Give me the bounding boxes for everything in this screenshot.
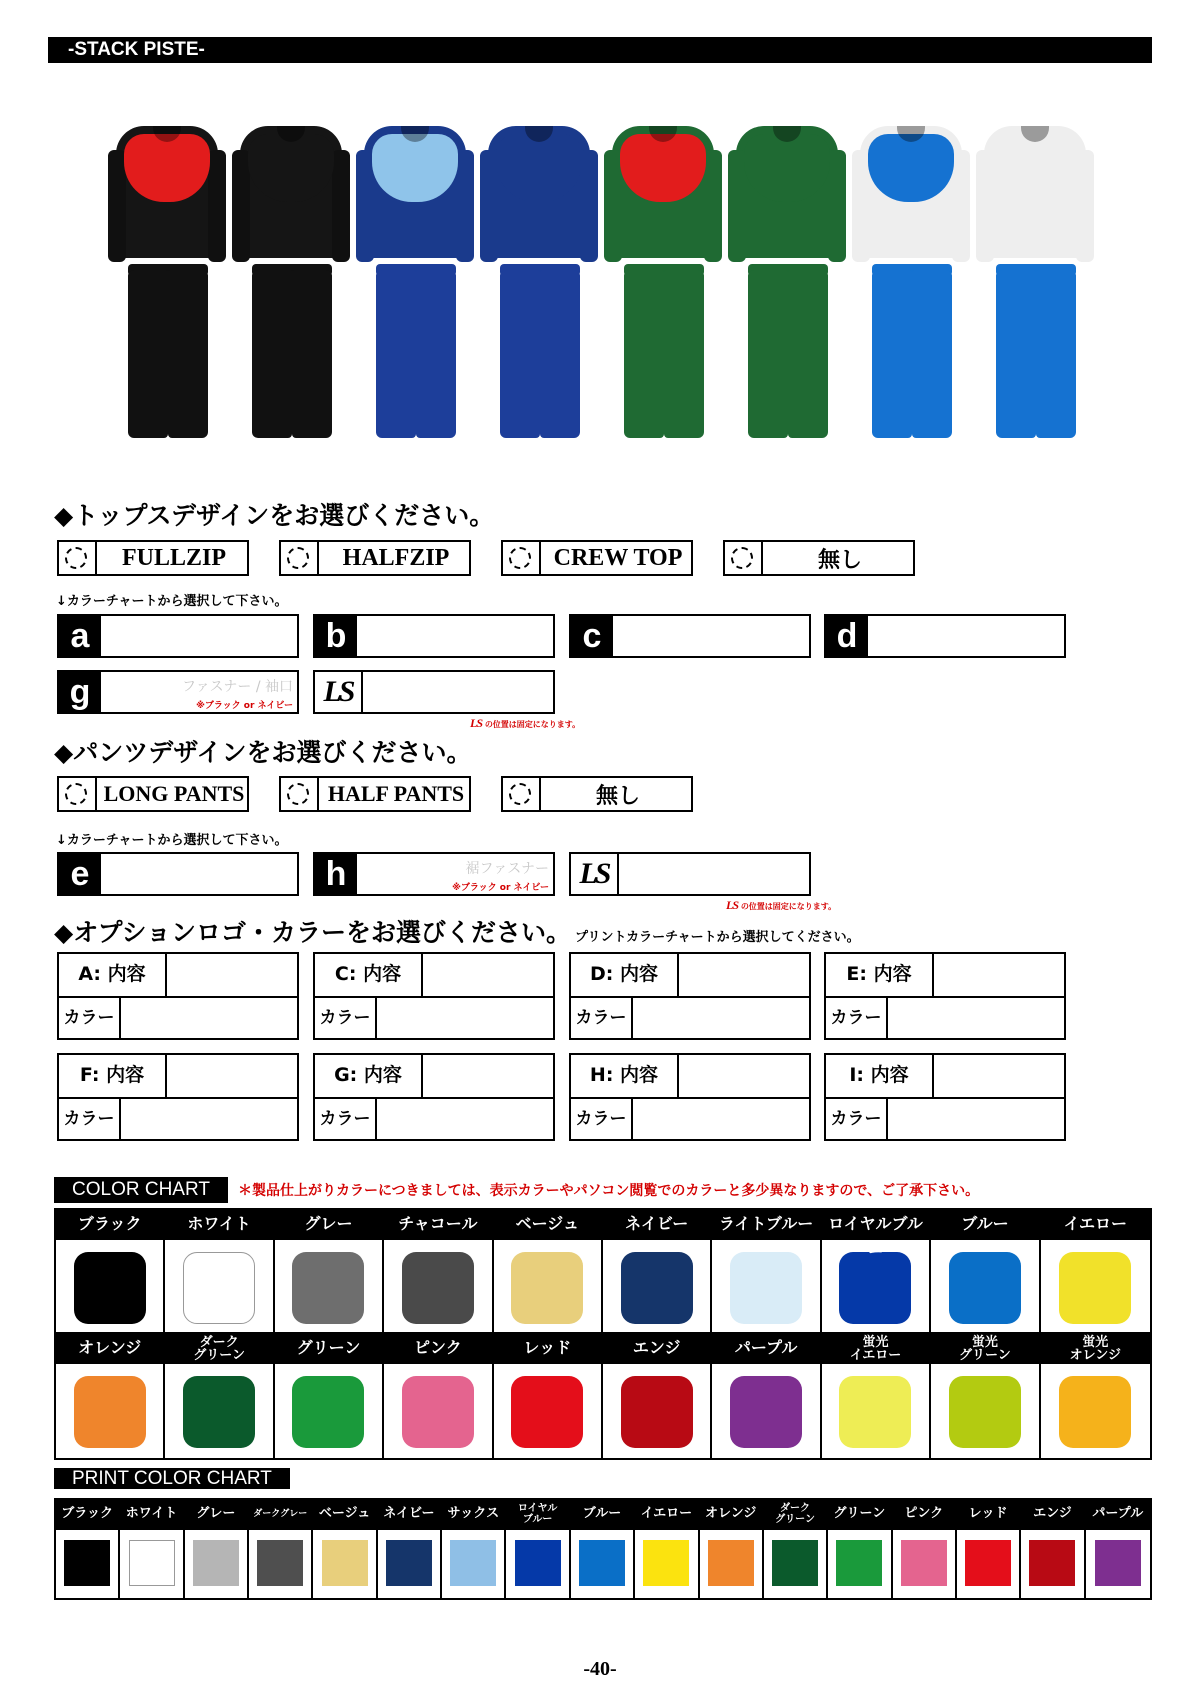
color-chart-cell — [603, 1210, 712, 1334]
logo-color-label: カラー — [571, 1099, 633, 1141]
color-swatch — [402, 1252, 474, 1324]
print-chart-note: プリントカラーチャートから選択してください。 — [574, 930, 860, 945]
logo-color-label: カラー — [826, 1099, 888, 1141]
print-color-swatch — [193, 1540, 239, 1586]
pants-illustration — [376, 270, 416, 438]
color-slot-input[interactable] — [613, 616, 809, 656]
print-color-cell — [120, 1500, 184, 1598]
color-chart-cell — [56, 1334, 165, 1458]
print-color-chart-row — [54, 1498, 1152, 1600]
print-color-swatch — [64, 1540, 110, 1586]
black-or-navy-note: ※ブラック or ネイビー — [452, 883, 549, 893]
logo-content-input[interactable] — [423, 1055, 553, 1097]
print-color-swatch — [579, 1540, 625, 1586]
print-color-name: エンジ — [1021, 1500, 1083, 1530]
color-swatch — [511, 1252, 583, 1324]
print-color-name: ロイヤル ブルー — [506, 1500, 568, 1530]
jacket-illustration — [116, 126, 218, 258]
jacket-illustration — [736, 126, 838, 258]
color-chart-header — [54, 1177, 979, 1203]
color-chart-cell — [712, 1210, 821, 1334]
print-color-swatch — [708, 1540, 754, 1586]
color-swatch — [292, 1376, 364, 1448]
option-logo-card[interactable] — [569, 952, 811, 1040]
print-color-swatch — [515, 1540, 561, 1586]
print-color-name: ネイビー — [378, 1500, 440, 1530]
print-color-swatch — [836, 1540, 882, 1586]
option-logo-card[interactable] — [57, 952, 299, 1040]
pants-illustration — [872, 270, 912, 438]
ls-logo-icon: LS — [315, 672, 363, 712]
option-fullzip[interactable]: FULLZIP — [57, 540, 249, 576]
logo-color-label: カラー — [59, 1099, 121, 1141]
print-color-name: ピンク — [893, 1500, 955, 1530]
pants-illustration — [252, 270, 292, 438]
print-color-cell — [700, 1500, 764, 1598]
color-chart-cell — [712, 1334, 821, 1458]
radio-circle-icon[interactable] — [509, 783, 531, 805]
garment-1 — [108, 118, 226, 448]
color-swatch — [74, 1252, 146, 1324]
print-color-swatch — [901, 1540, 947, 1586]
logo-color-input[interactable] — [633, 998, 809, 1040]
garment-7 — [852, 118, 970, 448]
logo-color-input[interactable] — [121, 1099, 297, 1141]
print-color-chart-label: PRINT COLOR CHART — [54, 1468, 290, 1489]
logo-content-input[interactable] — [679, 954, 809, 996]
print-color-cell — [185, 1500, 249, 1598]
color-swatch — [730, 1376, 802, 1448]
print-color-name: ダーク グリーン — [764, 1500, 826, 1530]
logo-content-label: F: 内容 — [59, 1055, 167, 1097]
pants-illustration — [500, 270, 540, 438]
print-color-name: グレー — [185, 1500, 247, 1530]
color-name: 蛍光 オレンジ — [1041, 1334, 1150, 1364]
print-color-name: レッド — [957, 1500, 1019, 1530]
print-color-name: グリーン — [828, 1500, 890, 1530]
print-color-swatch — [1029, 1540, 1075, 1586]
color-chart-cell — [275, 1210, 384, 1334]
logo-color-label: カラー — [315, 1099, 377, 1141]
logo-color-input[interactable] — [377, 998, 553, 1040]
color-slot-input[interactable] — [619, 854, 809, 894]
black-or-navy-note: ※ブラック or ネイビー — [196, 701, 293, 711]
color-name: オレンジ — [56, 1334, 163, 1364]
print-color-swatch — [772, 1540, 818, 1586]
jacket-illustration — [984, 126, 1086, 258]
print-color-name: ホワイト — [120, 1500, 182, 1530]
page-header: -STACK PISTE- — [48, 37, 1152, 63]
top-design-title: ◆トップスデザインをお選びください。 — [54, 501, 495, 530]
color-slot-input[interactable] — [101, 854, 297, 894]
logo-content-input[interactable] — [679, 1055, 809, 1097]
color-swatch — [1059, 1252, 1131, 1324]
option-logo-card[interactable] — [57, 1053, 299, 1141]
color-swatch — [74, 1376, 146, 1448]
color-chart-cell — [603, 1334, 712, 1458]
option-none-top[interactable]: 無し — [723, 540, 915, 576]
print-color-name: サックス — [442, 1500, 504, 1530]
color-swatch — [292, 1252, 364, 1324]
logo-content-label: G: 内容 — [315, 1055, 423, 1097]
color-name: パープル — [712, 1334, 819, 1364]
hem-zipper-hint: 裾ファスナー — [465, 861, 549, 877]
page-number: -40- — [583, 1658, 617, 1680]
color-slot-d[interactable]: d — [824, 614, 1066, 658]
option-logo-card[interactable] — [313, 1053, 555, 1141]
color-name: ライトブルー — [712, 1210, 819, 1240]
color-slot-input[interactable] — [868, 616, 1064, 656]
color-swatch — [949, 1376, 1021, 1448]
color-swatch — [621, 1252, 693, 1324]
color-name: ロイヤルブルー — [822, 1210, 929, 1240]
logo-color-input[interactable] — [888, 998, 1064, 1040]
print-color-swatch — [965, 1540, 1011, 1586]
color-name: グリーン — [275, 1334, 382, 1364]
color-slot-input[interactable] — [101, 672, 297, 712]
color-chart-cell — [822, 1334, 931, 1458]
print-color-name: ベージュ — [313, 1500, 375, 1530]
pants-illustration — [128, 270, 168, 438]
color-name: グレー — [275, 1210, 382, 1240]
logo-content-label: E: 内容 — [826, 954, 934, 996]
print-color-name: オレンジ — [700, 1500, 762, 1530]
color-swatch — [1059, 1376, 1131, 1448]
pants-color-note: ↓カラーチャートから選択して下さい。 — [56, 833, 288, 848]
color-slot-c[interactable]: c — [569, 614, 811, 658]
color-slot-input[interactable] — [101, 616, 297, 656]
print-color-cell — [828, 1500, 892, 1598]
pants-design-title: ◆パンツデザインをお選びください。 — [54, 738, 472, 767]
logo-color-input[interactable] — [888, 1099, 1064, 1141]
color-name: ホワイト — [165, 1210, 272, 1240]
logo-color-label: カラー — [826, 998, 888, 1040]
print-color-cell — [506, 1500, 570, 1598]
print-color-swatch — [386, 1540, 432, 1586]
print-color-cell — [1021, 1500, 1085, 1598]
pants-illustration — [624, 270, 664, 438]
radio-circle-icon[interactable] — [287, 783, 309, 805]
color-chart-cell — [931, 1334, 1040, 1458]
option-logo-card[interactable] — [313, 952, 555, 1040]
radio-circle-icon[interactable] — [509, 547, 531, 569]
print-color-cell — [764, 1500, 828, 1598]
option-logo-card[interactable] — [824, 1053, 1066, 1141]
color-swatch — [621, 1376, 693, 1448]
print-color-cell — [378, 1500, 442, 1598]
logo-color-label: カラー — [59, 998, 121, 1040]
print-color-cell — [249, 1500, 313, 1598]
jacket-illustration — [860, 126, 962, 258]
radio-circle-icon[interactable] — [65, 783, 87, 805]
option-logo-card[interactable] — [824, 952, 1066, 1040]
color-warning: ＊製品仕上がりカラーにつきましては、表示カラーやパソコン閲覧でのカラーと多少異なりますので、ご了承下さい。 — [237, 1183, 980, 1199]
color-swatch — [730, 1252, 802, 1324]
pants-illustration — [996, 270, 1036, 438]
logo-content-input[interactable] — [934, 954, 1064, 996]
logo-content-input[interactable] — [167, 1055, 297, 1097]
color-slot-e[interactable]: e — [57, 852, 299, 896]
color-swatch — [402, 1376, 474, 1448]
print-color-swatch — [1095, 1540, 1141, 1586]
option-half-pants[interactable]: HALF PANTS — [279, 776, 471, 812]
top-color-note: ↓カラーチャートから選択して下さい。 — [56, 594, 288, 609]
print-color-cell — [571, 1500, 635, 1598]
print-color-swatch — [129, 1540, 175, 1586]
print-chart-header — [54, 1466, 290, 1492]
print-color-cell — [1086, 1500, 1150, 1598]
color-swatch — [949, 1252, 1021, 1324]
print-color-swatch — [257, 1540, 303, 1586]
garment-illustrations — [100, 118, 1100, 448]
garment-3 — [356, 118, 474, 448]
color-name: 蛍光 グリーン — [931, 1334, 1038, 1364]
print-color-name: ブラック — [56, 1500, 118, 1530]
color-swatch — [511, 1376, 583, 1448]
color-slot-h[interactable]: h 裾ファスナー ※ブラック or ネイビー — [313, 852, 555, 896]
jacket-illustration — [364, 126, 466, 258]
garment-8 — [976, 118, 1094, 448]
color-name: ブラック — [56, 1210, 163, 1240]
option-crew-top[interactable]: CREW TOP — [501, 540, 693, 576]
color-slot-b[interactable]: b — [313, 614, 555, 658]
print-color-swatch — [322, 1540, 368, 1586]
color-swatch — [839, 1376, 911, 1448]
color-swatch — [183, 1376, 255, 1448]
radio-circle-icon[interactable] — [287, 547, 309, 569]
print-color-name: ブルー — [571, 1500, 633, 1530]
ls-logo-color-slot[interactable] — [313, 670, 555, 714]
print-color-cell — [442, 1500, 506, 1598]
ls-position-note: LS の位置は固定になります。 — [726, 898, 837, 912]
color-name: ベージュ — [494, 1210, 601, 1240]
color-slot-input[interactable] — [363, 672, 553, 712]
color-chart-cell — [822, 1210, 931, 1334]
ls-logo-icon: LS — [571, 854, 619, 894]
garment-2 — [232, 118, 350, 448]
option-halfzip[interactable]: HALFZIP — [279, 540, 471, 576]
pants-illustration — [748, 270, 788, 438]
color-chart-row-1 — [54, 1208, 1152, 1336]
print-color-cell — [957, 1500, 1021, 1598]
jacket-illustration — [488, 126, 590, 258]
color-slot-input[interactable] — [357, 854, 553, 894]
print-color-cell — [313, 1500, 377, 1598]
print-color-cell — [893, 1500, 957, 1598]
print-color-name: パープル — [1086, 1500, 1150, 1530]
radio-circle-icon[interactable] — [731, 547, 753, 569]
option-none-pants[interactable]: 無し — [501, 776, 693, 812]
print-color-cell — [635, 1500, 699, 1598]
color-chart-cell — [165, 1334, 274, 1458]
logo-color-label: カラー — [315, 998, 377, 1040]
color-name: ダーク グリーン — [165, 1334, 272, 1364]
logo-content-input[interactable] — [167, 954, 297, 996]
color-chart-cell — [494, 1334, 603, 1458]
color-name: ネイビー — [603, 1210, 710, 1240]
color-chart-row-2 — [54, 1332, 1152, 1460]
color-name: イエロー — [1041, 1210, 1150, 1240]
garment-4 — [480, 118, 598, 448]
radio-circle-icon[interactable] — [65, 547, 87, 569]
garment-5 — [604, 118, 722, 448]
color-chart-cell — [165, 1210, 274, 1334]
color-name: ピンク — [384, 1334, 491, 1364]
color-swatch — [183, 1252, 255, 1324]
logo-color-label: カラー — [571, 998, 633, 1040]
print-color-cell — [56, 1500, 120, 1598]
color-slot-a[interactable]: a — [57, 614, 299, 658]
print-color-name: ダークグレー — [249, 1500, 311, 1530]
ls-position-note: LS の位置は固定になります。 — [470, 716, 581, 730]
color-chart-cell — [275, 1334, 384, 1458]
logo-content-label: A: 内容 — [59, 954, 167, 996]
logo-color-input[interactable] — [121, 998, 297, 1040]
logo-color-input[interactable] — [633, 1099, 809, 1141]
pants-ls-logo-color-slot[interactable] — [569, 852, 811, 896]
logo-color-input[interactable] — [377, 1099, 553, 1141]
print-color-swatch — [643, 1540, 689, 1586]
color-name: 蛍光 イエロー — [822, 1334, 929, 1364]
logo-content-label: H: 内容 — [571, 1055, 679, 1097]
color-chart-cell — [1041, 1334, 1150, 1458]
color-chart-cell — [56, 1210, 165, 1334]
option-long-pants[interactable]: LONG PANTS — [57, 776, 249, 812]
print-color-swatch — [450, 1540, 496, 1586]
logo-content-label: I: 内容 — [826, 1055, 934, 1097]
color-chart-cell — [384, 1210, 493, 1334]
option-logo-title: ◆オプションロゴ・カラーをお選びください。 プリントカラーチャートから選択してください。 — [54, 918, 860, 947]
garment-6 — [728, 118, 846, 448]
logo-content-input[interactable] — [423, 954, 553, 996]
logo-content-label: C: 内容 — [315, 954, 423, 996]
jacket-illustration — [612, 126, 714, 258]
color-chart-label: COLOR CHART — [54, 1177, 228, 1203]
option-logo-card[interactable] — [569, 1053, 811, 1141]
color-chart-cell — [1041, 1210, 1150, 1334]
logo-content-input[interactable] — [934, 1055, 1064, 1097]
color-slot-input[interactable] — [357, 616, 553, 656]
jacket-illustration — [240, 126, 342, 258]
color-chart-cell — [494, 1210, 603, 1334]
color-chart-cell — [384, 1334, 493, 1458]
color-name: チャコール — [384, 1210, 491, 1240]
logo-content-label: D: 内容 — [571, 954, 679, 996]
zipper-cuff-hint: ファスナー / 袖口 — [181, 679, 293, 695]
color-name: レッド — [494, 1334, 601, 1364]
print-color-name: イエロー — [635, 1500, 697, 1530]
color-chart-cell — [931, 1210, 1040, 1334]
color-name: ブルー — [931, 1210, 1038, 1240]
color-name: エンジ — [603, 1334, 710, 1364]
color-slot-g[interactable]: g ファスナー / 袖口 ※ブラック or ネイビー — [57, 670, 299, 714]
